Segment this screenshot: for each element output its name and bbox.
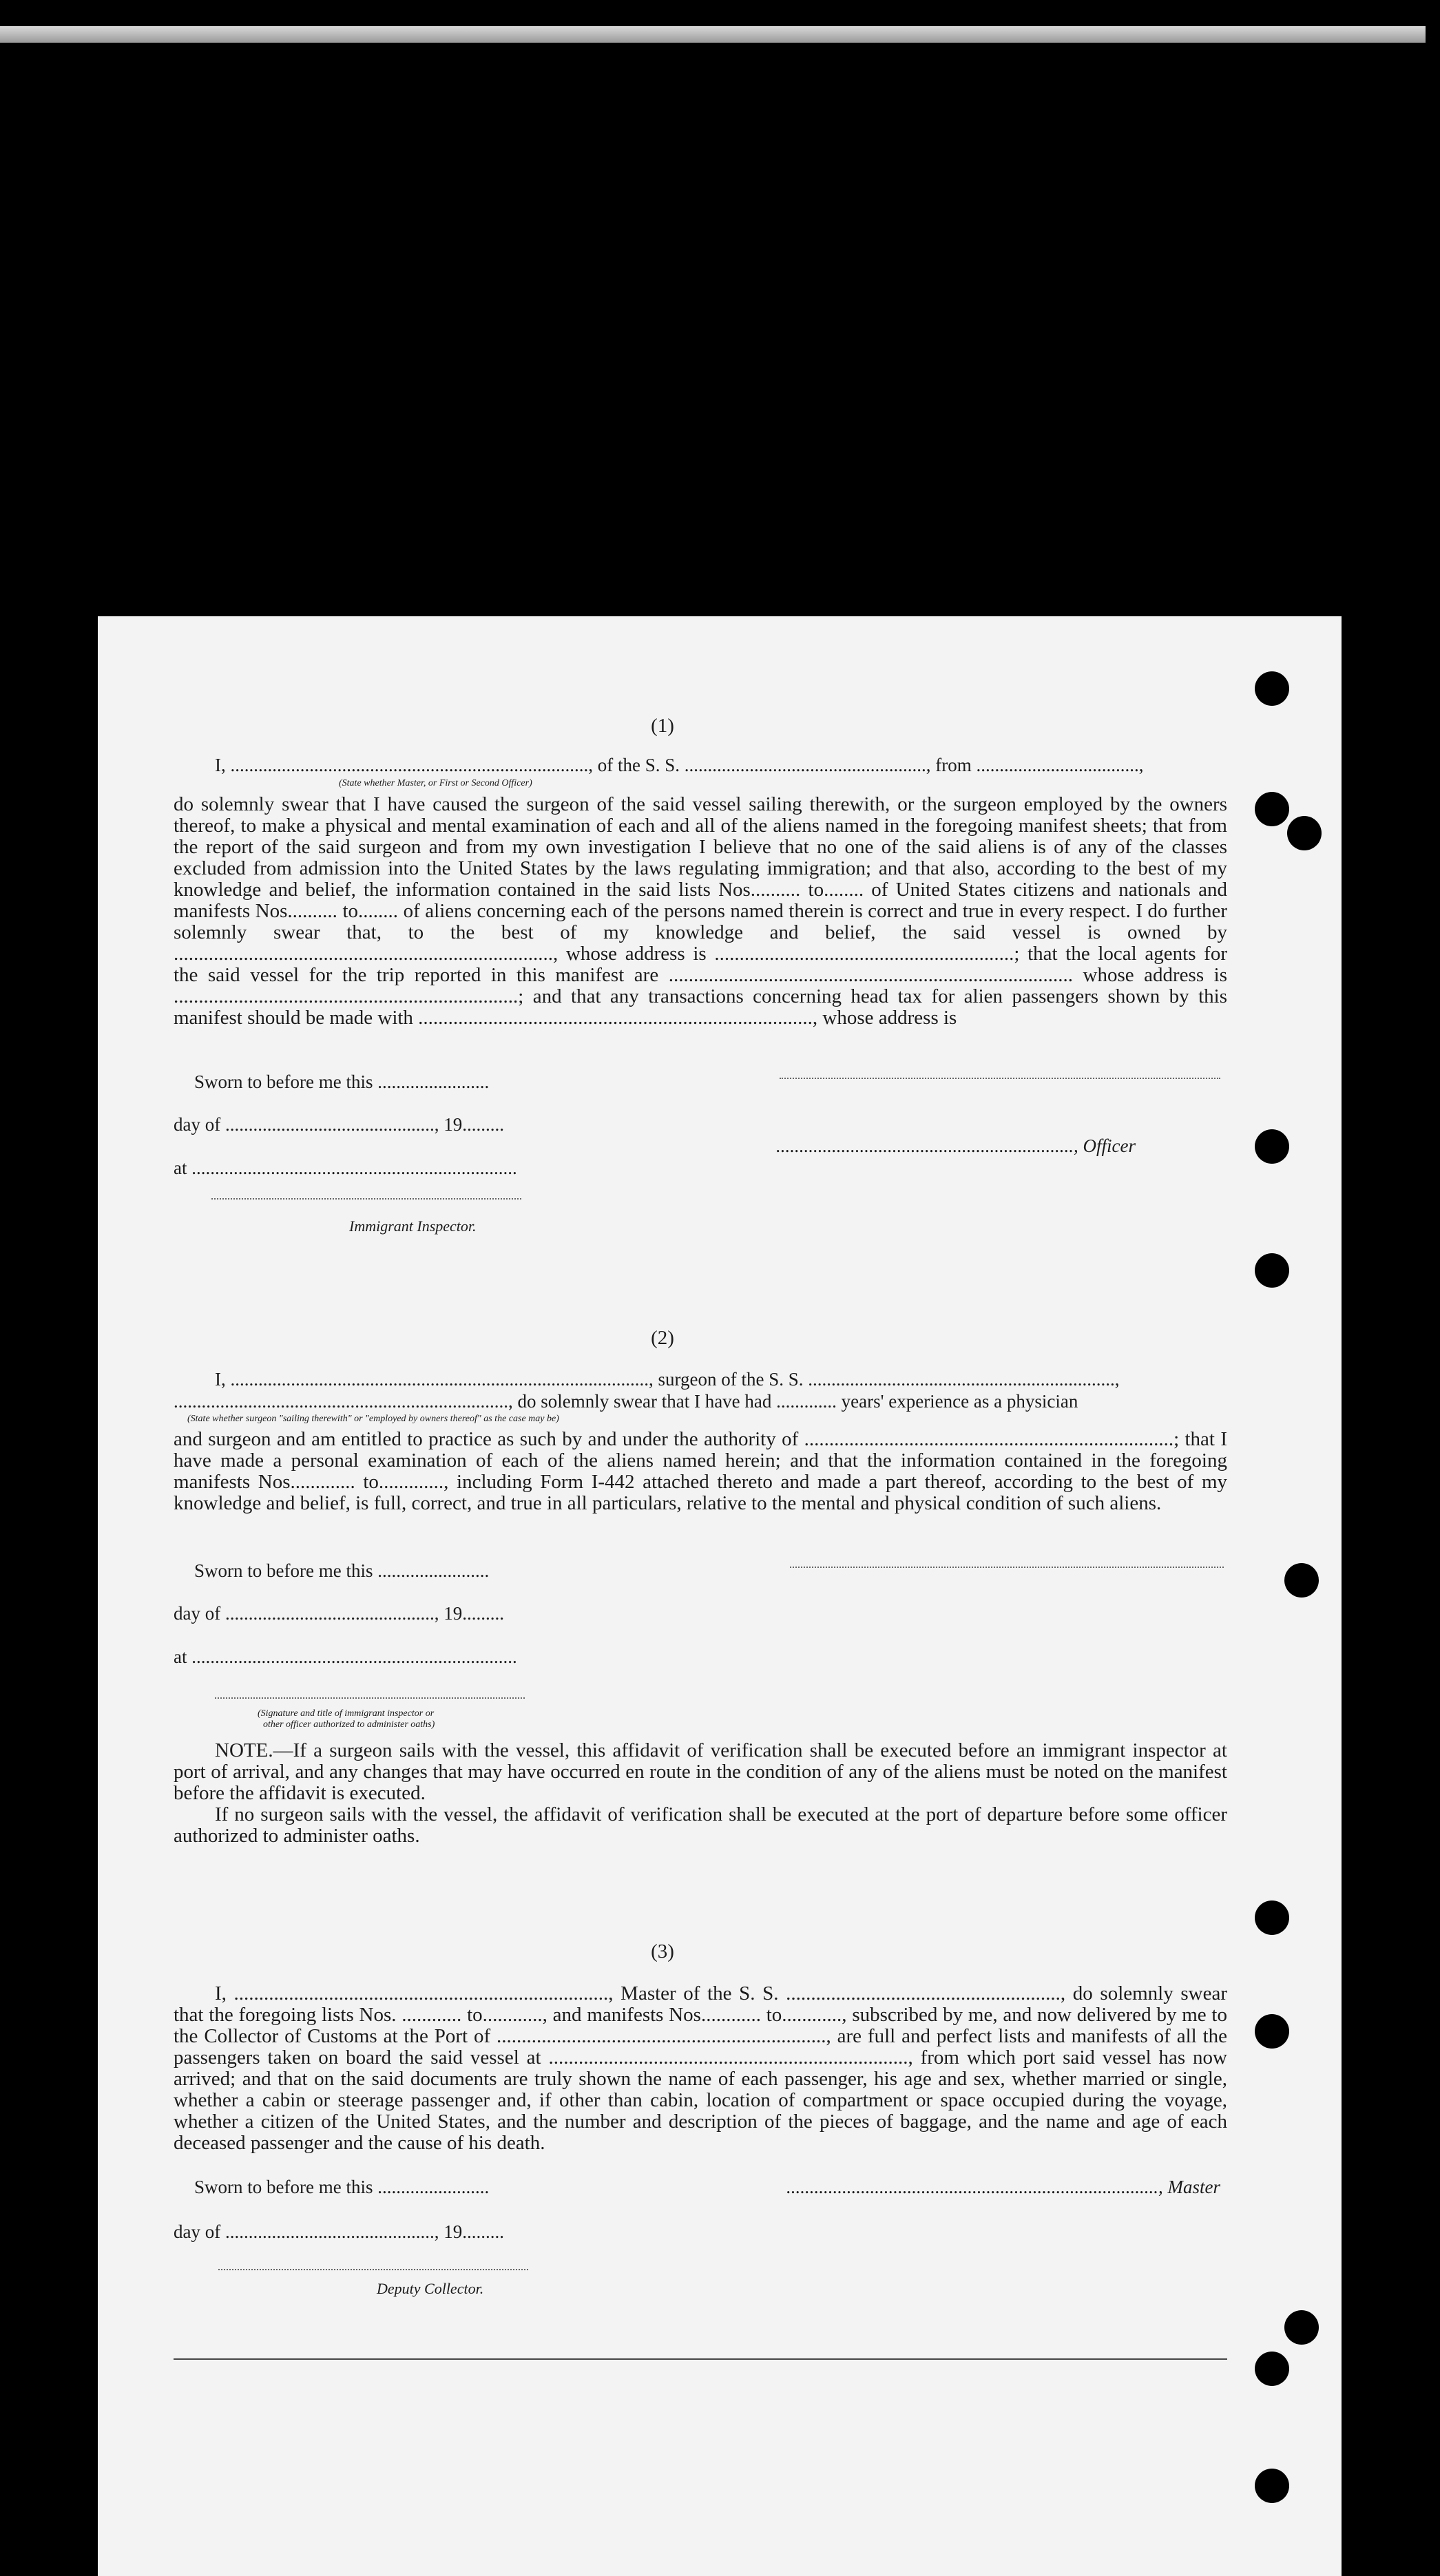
section-2-second-line: ........................................................................, do solemnly swear that I have had ............. years' experience as a physician — [174, 1391, 1078, 1412]
section-1-sworn: Sworn to before me this ........................ — [194, 1071, 490, 1092]
punch-hole — [1255, 1253, 1289, 1288]
section-2-day: day of ............................................., 19......... — [174, 1603, 504, 1624]
section-3-master: ................................................................................, Master — [786, 2177, 1220, 2197]
section-1-first-line: I, ............................................................................., of the S. S. ...................................................., from ..................................., — [215, 755, 1144, 775]
section-1-at: at ...................................................................... — [174, 1158, 517, 1178]
punch-hole — [1255, 2014, 1289, 2049]
section-1-caption: (State whether Master, or First or Second Officer) — [339, 778, 532, 788]
section-2-caption: (State whether surgeon "sailing therewith" or "employed by owners thereof" as the case may be) — [187, 1414, 559, 1424]
section-2-signature-line — [790, 1560, 1224, 1568]
section-3-number: (3) — [651, 1940, 674, 1962]
punch-hole — [1255, 792, 1289, 826]
punch-hole — [1255, 2469, 1289, 2503]
section-3-day: day of ............................................., 19......... — [174, 2221, 504, 2242]
section-2-sig-caption-2: other officer authorized to administer oaths) — [263, 1719, 435, 1730]
punch-hole — [1255, 1900, 1289, 1935]
section-3-paragraph: I, ..........................................................................., Master of the S. S. ......................................................., do solemnly swear that the foregoing lists Nos. ............ to............, and manifests Nos............ to............, subscribed by me, and now delivered by me to the Collector of Customs at the Port of .................................................................., are full and perfect lists and manifests of all the passengers taken on board the said vessel at ........................................................................, from which port said vessel has now arrived; and that on the said documents are truly shown the name of each passenger, his age and sex, whether married or single, whether a cabin or steerage passenger and, if other than cabin, location of compartment or space occupied during the voyage, whether a citizen of the United States, and the number and description of the pieces of baggage, and the name and age of each deceased passenger and the cause of his death. — [174, 1982, 1227, 2154]
scan-edge-strip — [0, 26, 1426, 43]
section-3-deputy-caption: Deputy Collector. — [377, 2280, 484, 2297]
section-1-inspector-caption: Immigrant Inspector. — [349, 1217, 477, 1235]
section-2-inspector-line — [215, 1690, 525, 1699]
section-1-paragraph: do solemnly swear that I have caused the surgeon of the said vessel sailing therewith, or the surgeon employed by the owners thereof, to make a physical and mental examination of each and all of the aliens named in the foregoing manifest sheets; that from the report of the said surgeon and from my own investigation I believe that no one of the said aliens is of any of the classes excluded from admission into the United States by the laws regulating immigration; and that also, according to the best of my knowledge and belief, the information contained in the said lists Nos.......... to........ of United States citizens and nationals and manifests Nos.......... to........ of aliens concerning each of the persons named therein is correct and true in every respect. I do further solemnly swear that, to the best of my knowledge and belief, the said vessel is owned by ............................................................................, whose address is ............................................................; that the local agents for the said vessel for the trip reported in this manifest are ................................................................................. whose address is .....................................................................; and that any transactions concerning head tax for alien passengers shown by this manifest should be made with ..............................................................................., whose address is — [174, 793, 1227, 1029]
punch-hole — [1255, 671, 1289, 706]
punch-hole — [1255, 2352, 1289, 2386]
section-2-note: NOTE.—If a surgeon sails with the vessel, this affidavit of verification shall be executed before an immigrant inspector at port of arrival, and any changes that may have occurred en route in the condition of any of the aliens must be noted on the manifest before the affidavit is executed. If no surgeon sails with the vessel, the affidavit of verification shall be executed at the port of departure before some officer authorized to administer oaths. — [174, 1739, 1227, 1847]
section-1-officer-signature-line — [780, 1071, 1220, 1079]
section-2-first-line: I, .........................................................................................., surgeon of the S. S. .................................................................., — [215, 1369, 1120, 1390]
section-3-collector-line — [218, 2262, 528, 2270]
section-1-day: day of ............................................., 19......... — [174, 1114, 504, 1135]
section-2-paragraph: and surgeon and am entitled to practice as such by and under the authority of ..........................................................................; that I have made a personal examination of each of the aliens named herein; and that the information contained in the foregoing manifests Nos............. to............., including Form I-442 attached thereto and made a part thereof, according to the best of my knowledge and belief, is full, correct, and true in all particulars, relative to the mental and physical condition of such aliens. — [174, 1428, 1227, 1514]
section-2-sworn: Sworn to before me this ........................ — [194, 1560, 490, 1581]
section-2-number: (2) — [651, 1327, 674, 1349]
bottom-rule — [174, 2358, 1227, 2360]
punch-hole — [1255, 1129, 1289, 1164]
section-1-number: (1) — [651, 715, 674, 737]
punch-hole — [1287, 816, 1322, 850]
punch-hole — [1284, 2310, 1319, 2345]
section-1-inspector-line — [211, 1191, 521, 1200]
punch-hole — [1284, 1563, 1319, 1598]
section-3-sworn: Sworn to before me this ........................ — [194, 2177, 490, 2197]
section-2-at: at ...................................................................... — [174, 1646, 517, 1667]
affidavit-page — [98, 616, 1342, 2576]
section-2-sig-caption-1: (Signature and title of immigrant inspector or — [258, 1708, 435, 1719]
section-1-officer: ................................................................, Officer — [776, 1135, 1136, 1156]
